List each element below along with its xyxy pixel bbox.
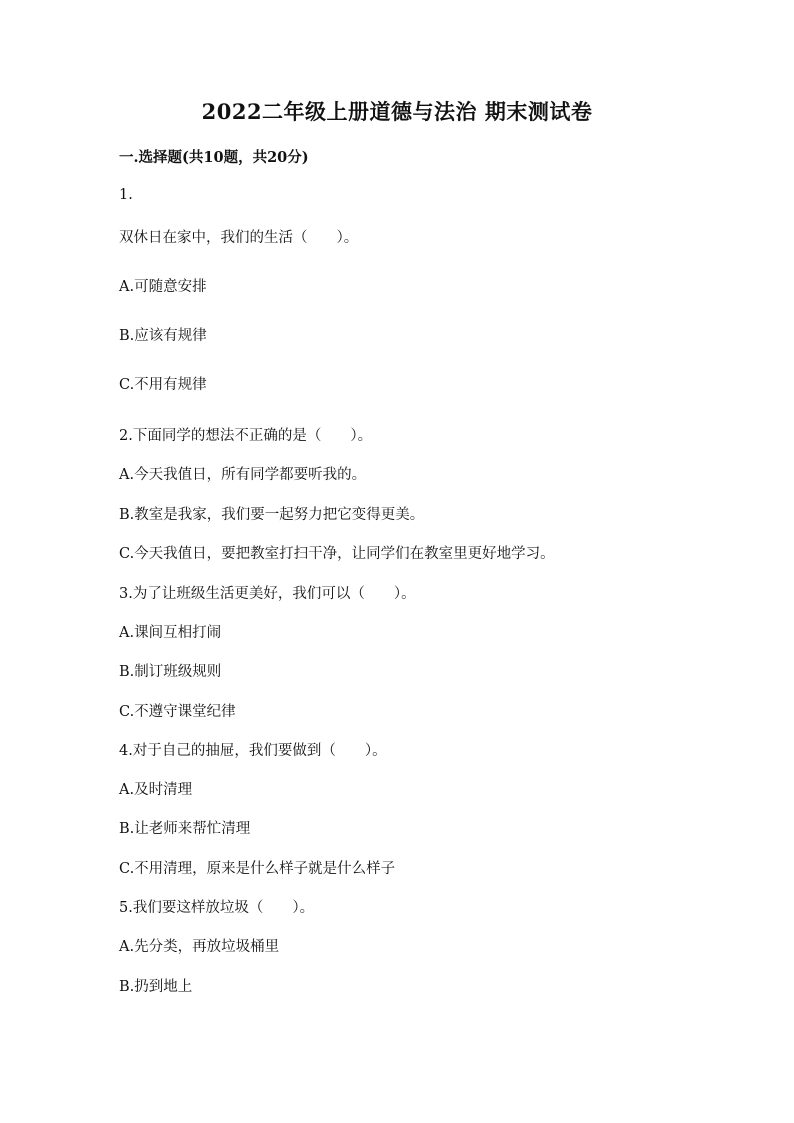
option-c: C.今天我值日，要把教室打扫干净，让同学们在教室里更好地学习。 [119, 546, 555, 562]
option-a: A.课间互相打闹 [119, 625, 222, 641]
option-b: B.扔到地上 [119, 979, 193, 995]
question-stem: 3.为了让班级生活更美好，我们可以（ ）。 [119, 586, 416, 602]
option-b: B.应该有规律 [119, 328, 207, 344]
option-a: A.今天我值日，所有同学都要听我的。 [119, 467, 367, 483]
question-stem: 双休日在家中，我们的生活（ ）。 [119, 230, 359, 246]
question-stem: 2.下面同学的想法不正确的是（ ）。 [119, 428, 373, 444]
option-a: A.可随意安排 [119, 279, 207, 295]
page-title: 2022二年级上册道德与法治 期末测试卷 [201, 99, 593, 124]
option-c: C.不用有规律 [119, 377, 207, 393]
section-heading: 一.选择题(共10题，共20分) [119, 149, 309, 166]
question-stem: 4.对于自己的抽屉，我们要做到（ ）。 [119, 743, 387, 759]
option-b: B.让老师来帮忙清理 [119, 821, 251, 837]
option-a: A.先分类，再放垃圾桶里 [119, 939, 280, 955]
option-a: A.及时清理 [119, 782, 193, 798]
option-c: C.不遵守课堂纪律 [119, 704, 236, 720]
question-number: 1. [119, 187, 133, 203]
question-stem: 5.我们要这样放垃圾（ ）。 [119, 900, 315, 916]
option-c: C.不用清理，原来是什么样子就是什么样子 [119, 861, 396, 877]
option-b: B.制订班级规则 [119, 664, 222, 680]
option-b: B.教室是我家，我们要一起努力把它变得更美。 [119, 507, 425, 523]
